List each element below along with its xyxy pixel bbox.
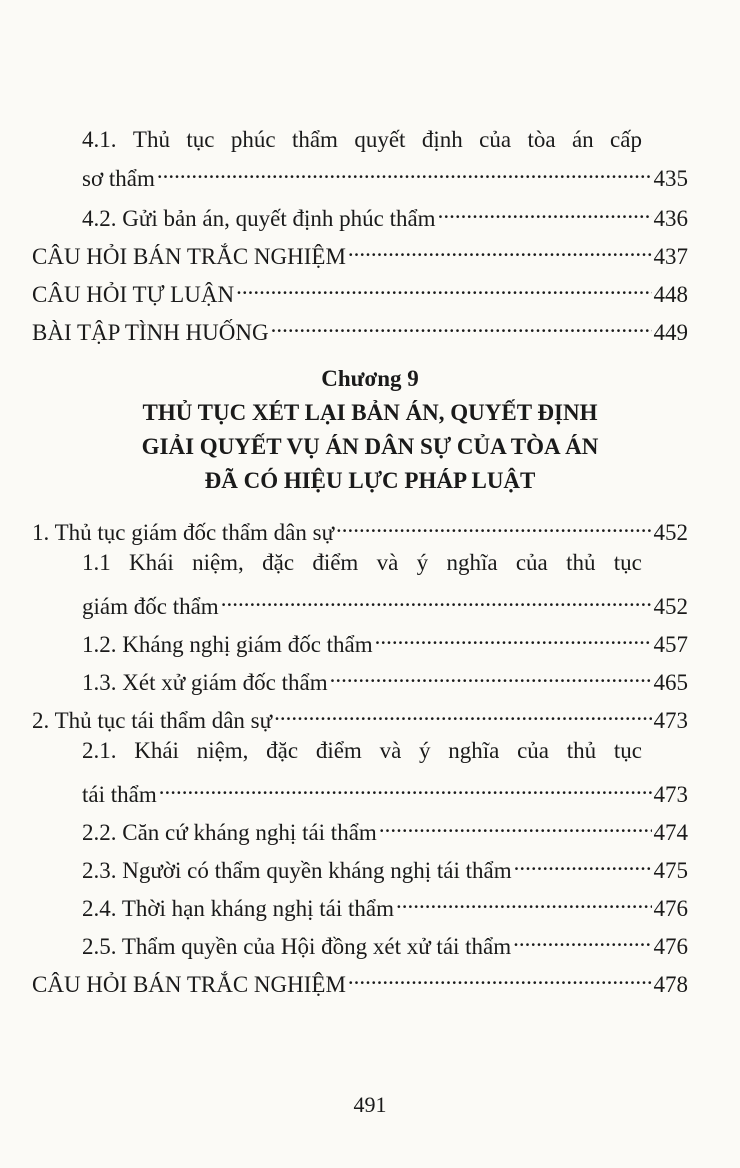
word: tục bbox=[186, 127, 215, 152]
toc-entry-section-2[interactable] bbox=[32, 698, 688, 733]
toc-entry-label: CÂU HỎI BÁN TRẮC NGHIỆM bbox=[32, 244, 346, 269]
page-number-ref: 476 bbox=[653, 934, 688, 959]
toc-entry-1-1-line1 bbox=[82, 548, 642, 578]
page-number-ref: 476 bbox=[653, 896, 688, 921]
page-number-ref: 473 bbox=[653, 782, 688, 807]
leader-dots bbox=[157, 156, 652, 186]
page-number-ref: 436 bbox=[653, 206, 688, 231]
toc-entry-2-5[interactable] bbox=[82, 924, 688, 959]
leader-dots bbox=[221, 584, 652, 614]
toc-entry-label: 2. Thủ tục tái thẩm dân sự bbox=[32, 708, 273, 733]
leader-dots bbox=[375, 622, 652, 652]
chapter-title-line-3: ĐÃ CÓ HIỆU LỰC PHÁP LUẬT bbox=[204, 468, 536, 493]
page-number-ref: 437 bbox=[653, 244, 688, 269]
leader-dots bbox=[271, 310, 652, 340]
page-number-ref: 448 bbox=[653, 282, 688, 307]
toc-entry-2-1-continuation: tái thẩm bbox=[82, 782, 157, 807]
word: Thủ bbox=[132, 127, 170, 152]
toc-entry-4-1-line1 bbox=[82, 125, 642, 155]
leader-dots bbox=[438, 196, 652, 226]
toc-entry-1-3[interactable] bbox=[82, 660, 688, 695]
toc-entry-label: 2.3. Người có thẩm quyền kháng nghị tái thẩm bbox=[82, 858, 512, 883]
word: 1.1 bbox=[82, 550, 111, 575]
word: án bbox=[571, 127, 594, 152]
word: tòa bbox=[527, 127, 556, 152]
toc-entry-4-2[interactable] bbox=[82, 196, 688, 231]
word: thẩm bbox=[291, 127, 338, 152]
leader-dots bbox=[348, 962, 652, 992]
toc-entry-label: 2.4. Thời hạn kháng nghị tái thẩm bbox=[82, 896, 394, 921]
toc-entry-1-2[interactable] bbox=[82, 622, 688, 657]
toc-entry-label: 1.2. Kháng nghị giám đốc thẩm bbox=[82, 632, 373, 657]
toc-entry-4-1[interactable] bbox=[82, 156, 688, 191]
toc-entry-4-1-continuation: sơ thẩm bbox=[82, 166, 155, 191]
page-number-ref: 465 bbox=[653, 670, 688, 695]
chapter-heading: Chương 9 bbox=[321, 366, 419, 391]
page-number-ref: 449 bbox=[653, 320, 688, 345]
page-number-ref: 474 bbox=[653, 820, 688, 845]
word: thủ bbox=[566, 550, 596, 575]
leader-dots bbox=[274, 698, 651, 728]
page-number-ref: 475 bbox=[653, 858, 688, 883]
toc-entry-mcq-1[interactable] bbox=[32, 234, 688, 269]
page-footer-number: 491 bbox=[353, 1092, 387, 1117]
word: nghĩa bbox=[446, 550, 498, 575]
toc-entry-label: CÂU HỎI BÁN TRẮC NGHIỆM bbox=[32, 972, 346, 997]
toc-entry-label: BÀI TẬP TÌNH HUỐNG bbox=[32, 320, 269, 345]
toc-entry-label: CÂU HỎI TỰ LUẬN bbox=[32, 282, 235, 307]
word: quyết bbox=[354, 127, 406, 152]
leader-dots bbox=[514, 848, 652, 878]
word: của bbox=[517, 738, 550, 763]
word: thủ bbox=[566, 738, 597, 763]
word: tục bbox=[613, 738, 642, 763]
word: ý bbox=[419, 738, 431, 763]
leader-dots bbox=[513, 924, 651, 954]
chapter-title-line-1: THỦ TỤC XÉT LẠI BẢN ÁN, QUYẾT ĐỊNH bbox=[142, 400, 598, 425]
toc-entry-label: 1.3. Xét xử giám đốc thẩm bbox=[82, 670, 328, 695]
page-number-ref: 478 bbox=[653, 972, 688, 997]
page-number-ref: 452 bbox=[653, 594, 688, 619]
word: và bbox=[379, 738, 402, 763]
toc-entry-label: 4.2. Gửi bản án, quyết định phúc thẩm bbox=[82, 206, 436, 231]
toc-entry-mcq-2[interactable] bbox=[32, 962, 688, 997]
leader-dots bbox=[379, 810, 652, 840]
word: của bbox=[479, 127, 512, 152]
word: tục bbox=[613, 550, 642, 575]
toc-entry-2-3[interactable] bbox=[82, 848, 688, 883]
word: 2.1. bbox=[82, 738, 117, 763]
word: đặc bbox=[266, 738, 299, 763]
page-number-ref: 473 bbox=[653, 708, 688, 733]
word: của bbox=[515, 550, 548, 575]
word: ý bbox=[416, 550, 429, 575]
toc-entry-essay[interactable] bbox=[32, 272, 688, 307]
word: niệm, bbox=[196, 738, 249, 763]
word: nghĩa bbox=[448, 738, 500, 763]
word: phúc bbox=[230, 127, 276, 152]
word: Khái bbox=[134, 738, 179, 763]
word: niệm, bbox=[192, 550, 244, 575]
word: điểm bbox=[315, 738, 362, 763]
leader-dots bbox=[348, 234, 652, 264]
leader-dots bbox=[336, 510, 651, 540]
leader-dots bbox=[396, 886, 652, 916]
word: đặc bbox=[262, 550, 295, 575]
toc-entry-label: 2.5. Thẩm quyền của Hội đồng xét xử tái thẩm bbox=[82, 934, 512, 959]
toc-entry-1-1[interactable] bbox=[82, 584, 688, 619]
toc-entry-2-4[interactable] bbox=[82, 886, 688, 921]
word: cấp bbox=[610, 127, 642, 152]
word: và bbox=[376, 550, 399, 575]
page-number-ref: 435 bbox=[653, 166, 688, 191]
toc-entry-2-2[interactable] bbox=[82, 810, 688, 845]
chapter-title-line-2: GIẢI QUYẾT VỤ ÁN DÂN SỰ CỦA TÒA ÁN bbox=[141, 434, 599, 459]
toc-entry-cases[interactable] bbox=[32, 310, 688, 345]
toc-entry-1-1-continuation: giám đốc thẩm bbox=[82, 594, 219, 619]
toc-entry-label: 2.2. Căn cứ kháng nghị tái thẩm bbox=[82, 820, 377, 845]
leader-dots bbox=[236, 272, 651, 302]
page-number-ref: 457 bbox=[653, 632, 688, 657]
word: 4.1. bbox=[82, 127, 117, 152]
word: định bbox=[421, 127, 463, 152]
toc-entry-section-1[interactable] bbox=[32, 510, 688, 545]
toc-entry-label: 1. Thủ tục giám đốc thẩm dân sự bbox=[32, 520, 335, 545]
word: điểm bbox=[312, 550, 359, 575]
toc-entry-2-1-line1 bbox=[82, 736, 642, 766]
toc-entry-2-1[interactable] bbox=[82, 772, 688, 807]
page-number-ref: 452 bbox=[653, 520, 688, 545]
leader-dots bbox=[330, 660, 652, 690]
word: Khái bbox=[129, 550, 174, 575]
leader-dots bbox=[159, 772, 652, 802]
